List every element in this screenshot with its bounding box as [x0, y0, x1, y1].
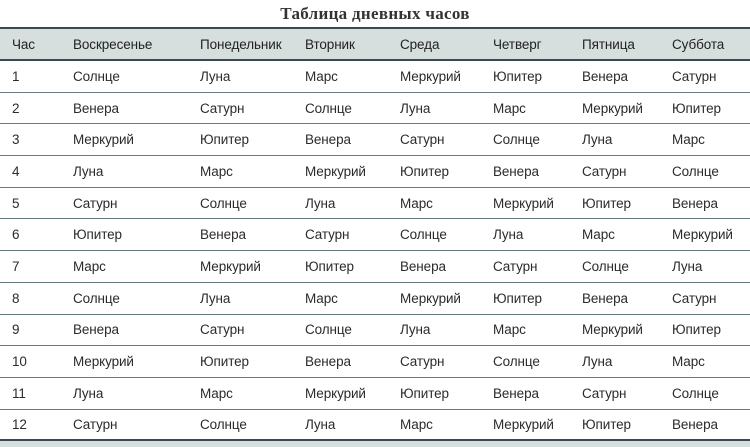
planetary-hours-table	[0, 27, 750, 441]
planet-cell: Марс	[572, 219, 662, 251]
planet-cell: Венера	[662, 410, 750, 442]
table-row	[0, 61, 750, 93]
planet-cell: Луна	[572, 346, 662, 378]
planet-cell: Марс	[190, 156, 295, 188]
planet-cell: Меркурий	[295, 156, 390, 188]
table-row	[0, 93, 750, 125]
header-cell-0: Час	[0, 29, 63, 61]
hour-cell: 4	[0, 156, 63, 188]
table-row	[0, 315, 750, 347]
planet-cell: Марс	[63, 251, 190, 283]
planet-cell: Солнце	[483, 124, 572, 156]
planet-cell: Луна	[295, 410, 390, 442]
page-title: Таблица дневных часов	[280, 3, 470, 23]
planet-cell: Луна	[295, 188, 390, 220]
planet-cell: Меркурий	[63, 346, 190, 378]
header-cell-2: Понедельник	[190, 29, 295, 61]
planet-cell: Солнце	[483, 346, 572, 378]
planet-cell: Солнце	[295, 315, 390, 347]
planet-cell: Меркурий	[572, 93, 662, 125]
header-cell-4: Среда	[390, 29, 483, 61]
planet-cell: Марс	[662, 346, 750, 378]
planet-cell: Марс	[190, 378, 295, 410]
planet-cell: Солнце	[662, 156, 750, 188]
planet-cell: Венера	[63, 93, 190, 125]
planet-cell: Марс	[390, 188, 483, 220]
planet-cell: Меркурий	[483, 188, 572, 220]
hour-cell: 3	[0, 124, 63, 156]
planet-cell: Юпитер	[483, 283, 572, 315]
planet-cell: Юпитер	[572, 188, 662, 220]
planet-cell: Марс	[390, 410, 483, 442]
header-cell-6: Пятница	[572, 29, 662, 61]
planet-cell: Солнце	[63, 61, 190, 93]
planet-cell: Меркурий	[190, 251, 295, 283]
table-row	[0, 410, 750, 442]
planet-cell: Луна	[390, 93, 483, 125]
planet-cell: Венера	[483, 378, 572, 410]
planet-cell: Венера	[190, 219, 295, 251]
planet-cell: Солнце	[662, 378, 750, 410]
hour-cell: 2	[0, 93, 63, 125]
table-row	[0, 346, 750, 378]
planet-cell: Сатурн	[662, 61, 750, 93]
planet-cell: Сатурн	[190, 93, 295, 125]
planet-cell: Меркурий	[295, 378, 390, 410]
table-row	[0, 283, 750, 315]
planet-cell: Солнце	[572, 251, 662, 283]
planet-cell: Меркурий	[483, 410, 572, 442]
planet-cell: Солнце	[190, 188, 295, 220]
planet-cell: Сатурн	[572, 156, 662, 188]
planet-cell: Солнце	[63, 283, 190, 315]
planet-cell: Марс	[483, 315, 572, 347]
planet-cell: Луна	[483, 219, 572, 251]
planet-cell: Юпитер	[483, 61, 572, 93]
planet-cell: Сатурн	[390, 124, 483, 156]
planet-cell: Сатурн	[63, 410, 190, 442]
header-cell-1: Воскресенье	[63, 29, 190, 61]
planet-cell: Юпитер	[662, 315, 750, 347]
planet-cell: Юпитер	[572, 410, 662, 442]
table-row	[0, 156, 750, 188]
planet-cell: Меркурий	[63, 124, 190, 156]
planet-cell: Сатурн	[295, 219, 390, 251]
planet-cell: Венера	[483, 156, 572, 188]
hour-cell: 12	[0, 410, 63, 442]
header-cell-3: Вторник	[295, 29, 390, 61]
planet-cell: Сатурн	[390, 346, 483, 378]
planet-cell: Венера	[662, 188, 750, 220]
bottom-strip	[0, 441, 750, 447]
header-cell-7: Суббота	[662, 29, 750, 61]
planet-cell: Солнце	[390, 219, 483, 251]
planet-cell: Меркурий	[572, 315, 662, 347]
planet-cell: Венера	[390, 251, 483, 283]
planet-cell: Юпитер	[295, 251, 390, 283]
planet-cell: Солнце	[295, 93, 390, 125]
planet-cell: Луна	[63, 378, 190, 410]
table-row	[0, 219, 750, 251]
planet-cell: Юпитер	[190, 124, 295, 156]
planet-cell: Сатурн	[662, 283, 750, 315]
table-row	[0, 124, 750, 156]
planet-cell: Луна	[390, 315, 483, 347]
header-cell-5: Четверг	[483, 29, 572, 61]
planet-cell: Меркурий	[390, 61, 483, 93]
planet-cell: Венера	[295, 124, 390, 156]
table-row	[0, 251, 750, 283]
planet-cell: Марс	[295, 61, 390, 93]
planet-cell: Сатурн	[63, 188, 190, 220]
planet-cell: Луна	[190, 61, 295, 93]
planet-cell: Луна	[63, 156, 190, 188]
planet-cell: Венера	[572, 61, 662, 93]
planet-cell: Сатурн	[190, 315, 295, 347]
planet-cell: Юпитер	[390, 156, 483, 188]
planet-cell: Луна	[572, 124, 662, 156]
planet-cell: Сатурн	[483, 251, 572, 283]
planet-cell: Юпитер	[190, 346, 295, 378]
hour-cell: 11	[0, 378, 63, 410]
hour-cell: 9	[0, 315, 63, 347]
hour-cell: 5	[0, 188, 63, 220]
planet-cell: Юпитер	[662, 93, 750, 125]
planet-cell: Луна	[190, 283, 295, 315]
hour-cell: 8	[0, 283, 63, 315]
planet-cell: Венера	[295, 346, 390, 378]
planet-cell: Сатурн	[572, 378, 662, 410]
hour-cell: 1	[0, 61, 63, 93]
table-row	[0, 188, 750, 220]
planet-cell: Юпитер	[390, 378, 483, 410]
planet-cell: Венера	[63, 315, 190, 347]
planet-cell: Марс	[295, 283, 390, 315]
planet-cell: Юпитер	[63, 219, 190, 251]
hour-cell: 6	[0, 219, 63, 251]
table-body	[0, 61, 750, 441]
hour-cell: 7	[0, 251, 63, 283]
planet-cell: Луна	[662, 251, 750, 283]
planet-cell: Венера	[572, 283, 662, 315]
planet-cell: Меркурий	[662, 219, 750, 251]
planet-cell: Солнце	[190, 410, 295, 442]
header-row	[0, 29, 750, 61]
table-row	[0, 378, 750, 410]
hour-cell: 10	[0, 346, 63, 378]
planet-cell: Меркурий	[390, 283, 483, 315]
planet-cell: Марс	[483, 93, 572, 125]
planet-cell: Марс	[662, 124, 750, 156]
